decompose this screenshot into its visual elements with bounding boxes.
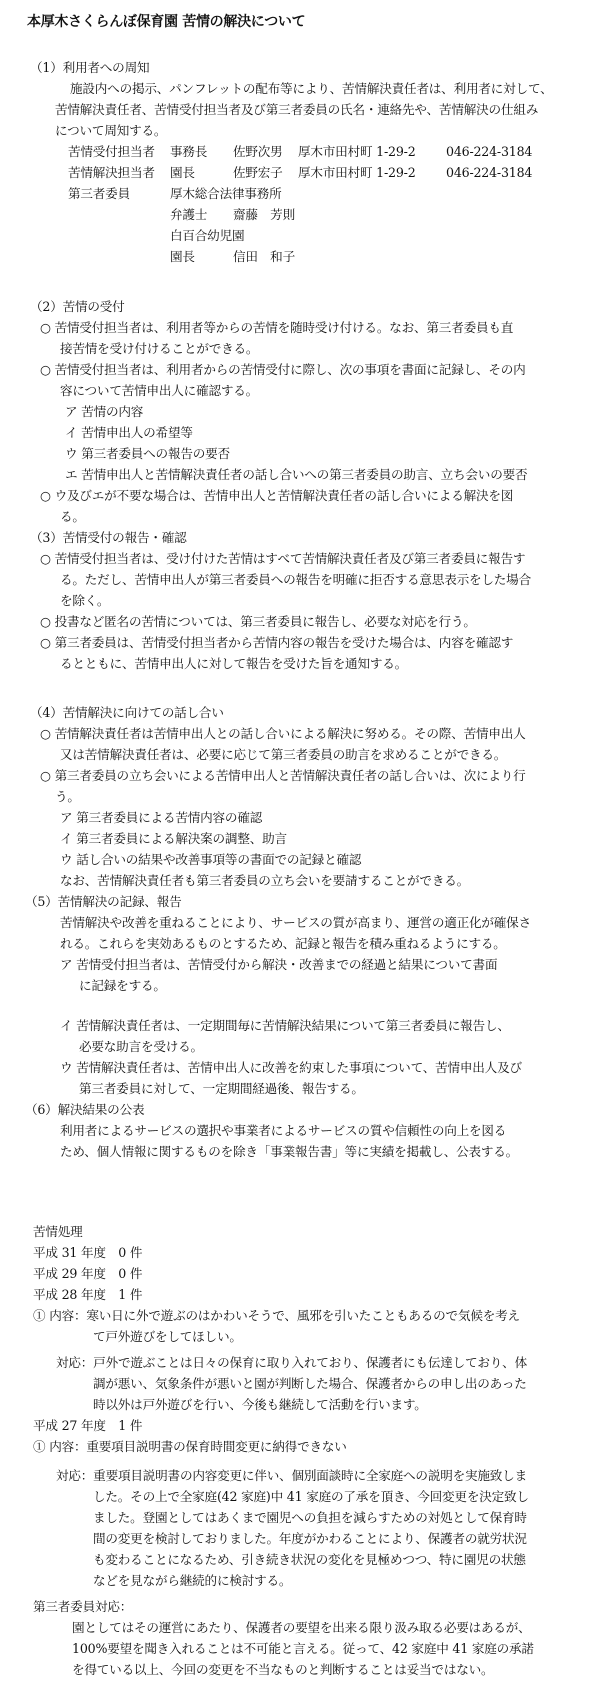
sub-item: ウ 苦情解決責任者は、苦情申出人に改善を約束した事項について、苦情申出人及び	[60, 1060, 522, 1075]
complaint-response-continuation: も変わることになるため、引き続き状況の変化を見極めつつ、特に園児の状態	[93, 1552, 526, 1567]
third-party-title: 園長	[170, 249, 195, 264]
sub-item: ウ 話し合いの結果や改善事項等の書面での記録と確認	[60, 852, 362, 867]
year-count: 平成 28 年度 1 件	[33, 1287, 143, 1302]
bullet-item: ○ 投書など匿名の苦情については、第三者委員に報告し、必要な対応を行う。	[40, 614, 476, 629]
third-party-org: 白百合幼児園	[170, 228, 245, 243]
section-5-heading: （5）苦情解決の記録、報告	[25, 894, 182, 909]
bullet-continuation: う。	[55, 789, 80, 804]
third-party-row	[0, 184, 600, 204]
sub-item-continuation: に記録をする。	[79, 978, 166, 993]
bullet-continuation: 接苦情を受け付けることができる。	[60, 341, 259, 356]
sub-item: ウ 第三者委員への報告の要否	[65, 446, 230, 461]
records-heading: 苦情処理	[33, 1224, 83, 1239]
section-5-text: 苦情解決や改善を重ねることにより、サービスの質が高まり、運営の適正化が確保さ	[60, 915, 531, 930]
third-party-response-text: を得ている以上、今回の変更を不当なものと判断することは妥当ではない。	[72, 1662, 494, 1677]
bullet-item: ○ ウ及びエが不要な場合は、苦情申出人と苦情解決責任者の話し合いによる解決を図	[40, 488, 514, 503]
contact-role: 苦情受付担当者	[68, 144, 155, 159]
sub-item: イ 苦情解決責任者は、一定期間毎に苦情解決結果について第三者委員に報告し、	[60, 1018, 510, 1033]
bullet-continuation: 又は苦情解決責任者は、必要に応じて第三者委員の助言を求めることができる。	[60, 747, 507, 762]
section-6-text: 利用者によるサービスの選択や事業者によるサービスの質や信頼性の向上を図る	[60, 1123, 507, 1138]
third-party-name: 信田 和子	[233, 249, 295, 264]
section-6-heading: （6）解決結果の公表	[25, 1102, 145, 1117]
section-6-text: ため、個人情報に関するものを除き「事業報告書」等に実績を掲載し、公表する。	[60, 1144, 519, 1159]
bullet-item: ○ 苦情受付担当者は、受け付けた苦情はすべて苦情解決責任者及び第三者委員に報告す	[40, 551, 526, 566]
complaint-response-continuation: ました。登園としてはあくまで園児への負担を減らすための対処として保育時	[93, 1510, 527, 1525]
sub-item: ア 苦情受付担当者は、苦情受付から解決・改善までの経過と結果について書面	[60, 957, 498, 972]
year-count: 平成 27 年度 1 件	[33, 1418, 143, 1433]
bullet-continuation: を除く。	[60, 593, 110, 608]
third-party-response-text: 100%要望を聞き入れることは不可能と言える。従って、42 家庭中 41 家庭の承諾	[72, 1641, 534, 1656]
third-party-role: 第三者委員	[68, 186, 130, 201]
complaint-response: 対応：戸外で遊ぶことは日々の保育に取り入れており、保護者にも伝達しており、体	[56, 1355, 527, 1370]
section-4-heading: （4）苦情解決に向けての話し合い	[30, 705, 224, 720]
sub-item: イ 第三者委員による解決案の調整、助言	[60, 831, 287, 846]
section-5-text: れる。これらを実効あるものとするため、記録と報告を積み重ねるようにする。	[60, 936, 506, 951]
contact-title: 事務長	[170, 144, 208, 159]
third-party-row	[0, 247, 600, 267]
bullet-item: ○ 苦情受付担当者は、利用者等からの苦情を随時受け付ける。なお、第三者委員も直	[40, 320, 514, 335]
bullet-continuation: 容について苦情申出人に確認する。	[60, 383, 259, 398]
complaint-content-continuation: て戸外遊びをしてほしい。	[93, 1329, 242, 1344]
third-party-response-text: 園としてはその運営にあたり、保護者の要望を出来る限り汲み取る必要はあるが、	[72, 1620, 531, 1635]
section-1-heading: （1）利用者への周知	[30, 60, 150, 75]
complaint-content: ① 内容：重要項目説明書の保育時間変更に納得できない	[33, 1439, 347, 1454]
bullet-item: ○ 苦情受付担当者は、利用者からの苦情受付に際し、次の事項を書面に記録し、その内	[40, 362, 526, 377]
section-3-heading: （3）苦情受付の報告・確認	[30, 530, 187, 545]
complaint-response-continuation: した。その上で全家庭(42 家庭)中 41 家庭の了承を頂き、今回変更を決定致し	[93, 1489, 529, 1504]
bullet-item: ○ 苦情解決責任者は苦情申出人との話し合いによる解決に努める。その際、苦情申出人	[40, 726, 526, 741]
bullet-continuation: るとともに、苦情申出人に対して報告を受けた旨を通知する。	[60, 656, 408, 671]
bullet-continuation: る。	[60, 509, 85, 524]
year-count: 平成 29 年度 0 件	[33, 1266, 143, 1281]
sub-item: ア 苦情の内容	[65, 404, 144, 419]
complaint-response-continuation: 調が悪い、気象条件が悪いと園が判断した場合、保護者からの申し出のあった	[93, 1376, 527, 1391]
sub-item: イ 苦情申出人の希望等	[65, 425, 193, 440]
contact-address: 厚木市田村町 1-29-2	[298, 144, 416, 159]
complaint-response-continuation: 時以外は戸外遊びを行い、今後も継続して活動を行います。	[93, 1397, 427, 1412]
section-1-text: 苦情解決責任者、苦情受付担当者及び第三者委員の氏名・連絡先や、苦情解決の仕組み	[55, 102, 539, 117]
third-party-name: 齋藤 芳則	[233, 207, 295, 222]
third-party-org: 厚木総合法律事務所	[170, 186, 282, 201]
bullet-continuation: る。ただし、苦情申出人が第三者委員への報告を明確に拒否する意思表示をした場合	[60, 572, 531, 587]
third-party-title: 弁護士	[170, 207, 208, 222]
complaint-response: 対応：重要項目説明書の内容変更に伴い、個別面談時に全家庭への説明を実施致しま	[56, 1468, 527, 1483]
contact-address: 厚木市田村町 1-29-2	[298, 165, 416, 180]
contact-title: 園長	[170, 165, 195, 180]
sub-item-continuation: 第三者委員に対して、一定期間経過後、報告する。	[79, 1081, 364, 1096]
complaint-response-continuation: などを見ながら継続的に検討する。	[93, 1573, 292, 1588]
section-2-heading: （2）苦情の受付	[30, 299, 125, 314]
bullet-item: ○ 第三者委員は、苦情受付担当者から苦情内容の報告を受けた場合は、内容を確認す	[40, 635, 514, 650]
section-1-text: について周知する。	[55, 123, 167, 138]
contact-row	[0, 142, 600, 162]
contact-name: 佐野次男	[233, 144, 283, 159]
contact-phone: 046-224-3184	[446, 144, 533, 159]
sub-item: ア 第三者委員による苦情内容の確認	[60, 810, 263, 825]
third-party-row	[0, 205, 600, 225]
complaint-response-continuation: 間の変更を検討しておりました。年度がかわることにより、保護者の就労状況	[93, 1531, 527, 1546]
year-count: 平成 31 年度 0 件	[33, 1245, 143, 1260]
contact-name: 佐野宏子	[233, 165, 283, 180]
third-party-row	[0, 226, 600, 246]
note-text: なお、苦情解決責任者も第三者委員の立ち会いを要請することができる。	[60, 873, 469, 888]
complaint-content: ① 内容：寒い日に外で遊ぶのはかわいそうで、風邪を引いたこともあるので気候を考え	[33, 1308, 520, 1323]
contact-phone: 046-224-3184	[446, 165, 533, 180]
contact-role: 苦情解決担当者	[68, 165, 155, 180]
contact-row	[0, 163, 600, 183]
third-party-response-heading: 第三者委員対応：	[33, 1599, 133, 1614]
document-title: 本厚木さくらんぼ保育園 苦情の解決について	[27, 14, 306, 30]
sub-item-continuation: 必要な助言を受ける。	[79, 1039, 203, 1054]
sub-item: エ 苦情申出人と苦情解決責任者の話し合いへの第三者委員の助言、立ち会いの要否	[65, 467, 528, 482]
bullet-item: ○ 第三者委員の立ち会いによる苦情申出人と苦情解決責任者の話し合いは、次により行	[40, 768, 526, 783]
section-1-text: 施設内への掲示、パンフレットの配布等により、苦情解決責任者は、利用者に対して、	[70, 81, 553, 96]
